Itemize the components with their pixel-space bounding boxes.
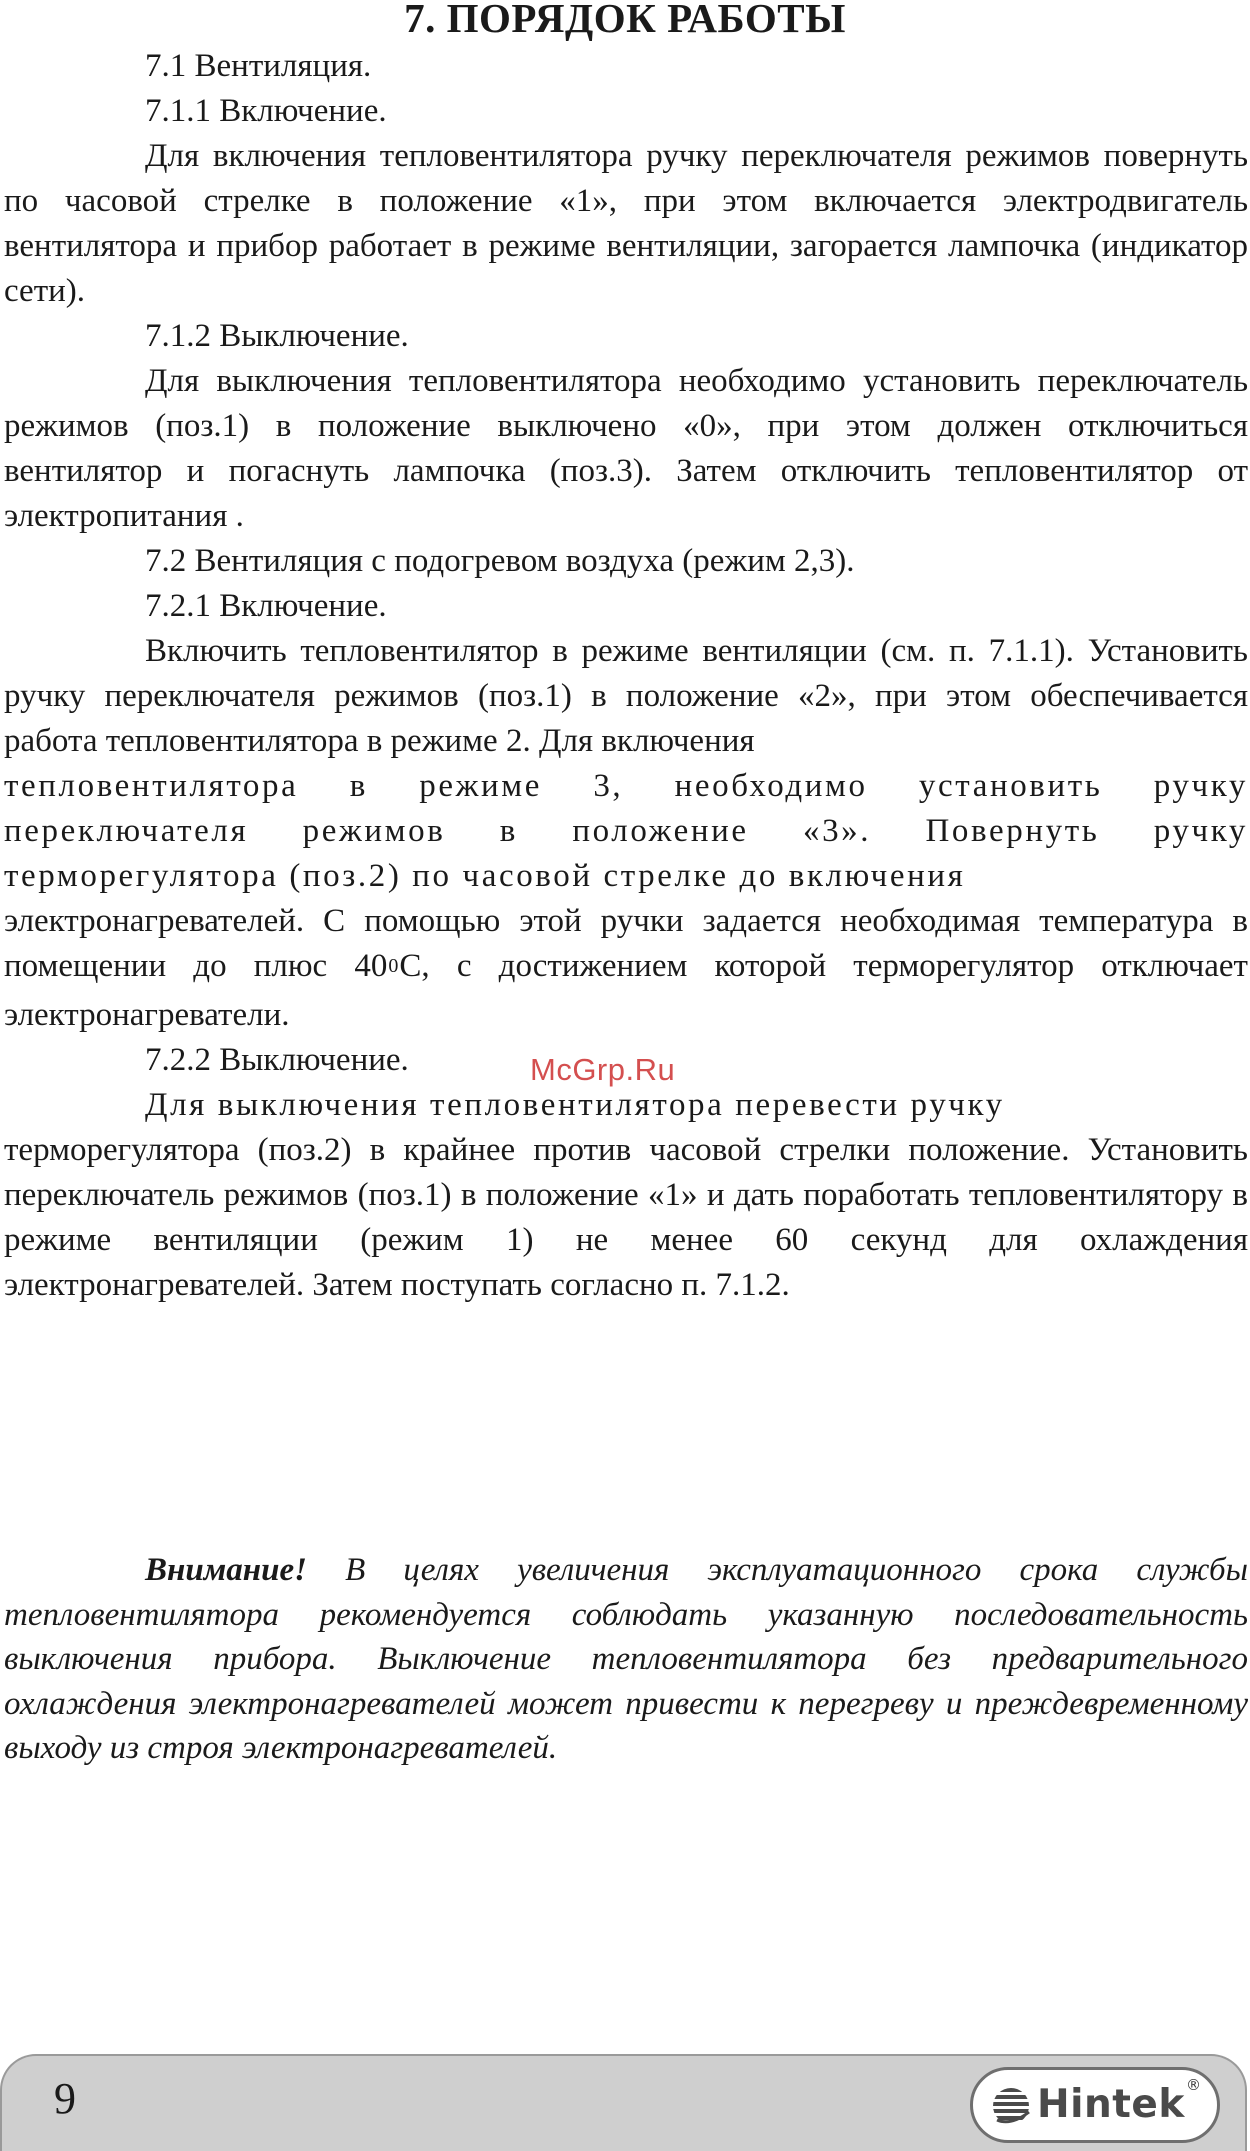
page-number: 9 [54, 2074, 76, 2123]
paragraph-7-2-1-text: электронагревателей. С помощью этой ручки задается необходимая температура в помещении до плюс 40 [4, 903, 1248, 984]
warning-text: В целях увеличения эксплуатационного срока службы тепловентилятора рекомендуется соблюдать указанную последовательность выключения прибора. Выключение тепловентилятора без предварительного охлаждения электронагревателей может привести к перегреву и преждевременному выходу из строя электронагревателей. [4, 1552, 1248, 1766]
section-heading-7-1: 7.1 Вентиляция. [145, 48, 372, 84]
watermark: McGrp.Ru [530, 1052, 676, 1087]
paragraph-7-1-1: Для включения тепловентилятора ручку переключателя режимов повернуть по часовой стрелке в положение «1», при этом включается электродвигатель вентилятора и прибор работает в режиме вентиляции, загорается лампочка (индикатор сети). [4, 138, 1248, 309]
degree-mark: 0 [388, 955, 399, 977]
warning-lead: Внимание! [145, 1552, 307, 1588]
paragraph-7-1-2: Для выключения тепловентилятора необходимо установить переключатель режимов (поз.1) в положение выключено «0», при этом должен отключиться вентилятор и погаснуть лампочка (поз.3). Затем отключить тепловентилятор от электропитания . [4, 363, 1248, 534]
paragraph-7-2-1-text-end: С, с достижением которой терморегулятор отключает электронагреватели. [4, 948, 1248, 1033]
brand-logo-icon [989, 2086, 1033, 2126]
registered-mark: ® [1186, 2076, 1201, 2094]
brand-logo [970, 2067, 1220, 2143]
paragraph-7-2-2-part-a: Для выключения тепловентилятора перевести ручку [145, 1087, 1005, 1123]
paragraph-7-2-1-part-a: Включить тепловентилятор в режиме вентиляции (см. п. 7.1.1). Установить ручку переключателя режимов (поз.1) в положение «2», при этом обеспечивается работа тепловентилятора в режиме 2. Для включения [4, 633, 1248, 759]
brand-logo-text: Hintek [1037, 2082, 1185, 2127]
section-heading-7-1-1: 7.1.1 Включение. [145, 93, 387, 129]
section-heading-7-1-2: 7.1.2 Выключение. [145, 318, 409, 354]
body-text [4, 44, 1248, 1308]
section-heading-7-2-2: 7.2.2 Выключение. [145, 1042, 409, 1078]
section-heading-7-2: 7.2 Вентиляция с подогревом воздуха (режим 2,3). [145, 543, 855, 579]
page-title: 7. ПОРЯДОК РАБОТЫ [404, 0, 846, 41]
paragraph-7-2-1-part-c [4, 899, 1248, 1038]
paragraph-7-2-2-part-b: терморегулятора (поз.2) в крайнее против часовой стрелки положение. Установить переключатель режимов (поз.1) в положение «1» и дать поработать тепловентилятору в режиме вентиляции (режим 1) не менее 60 секунд для охлаждения электронагревателей. Затем поступать согласно п. 7.1.2. [4, 1132, 1248, 1303]
section-heading-7-2-1: 7.2.1 Включение. [145, 588, 387, 624]
warning-note [4, 1548, 1248, 1771]
paragraph-7-2-1-part-b: тепловентилятора в режиме 3, необходимо установить ручку переключателя режимов в положение «3». Повернуть ручку терморегулятора (поз.2) по часовой стрелке до включения [4, 768, 1248, 894]
page-footer [0, 2054, 1247, 2151]
